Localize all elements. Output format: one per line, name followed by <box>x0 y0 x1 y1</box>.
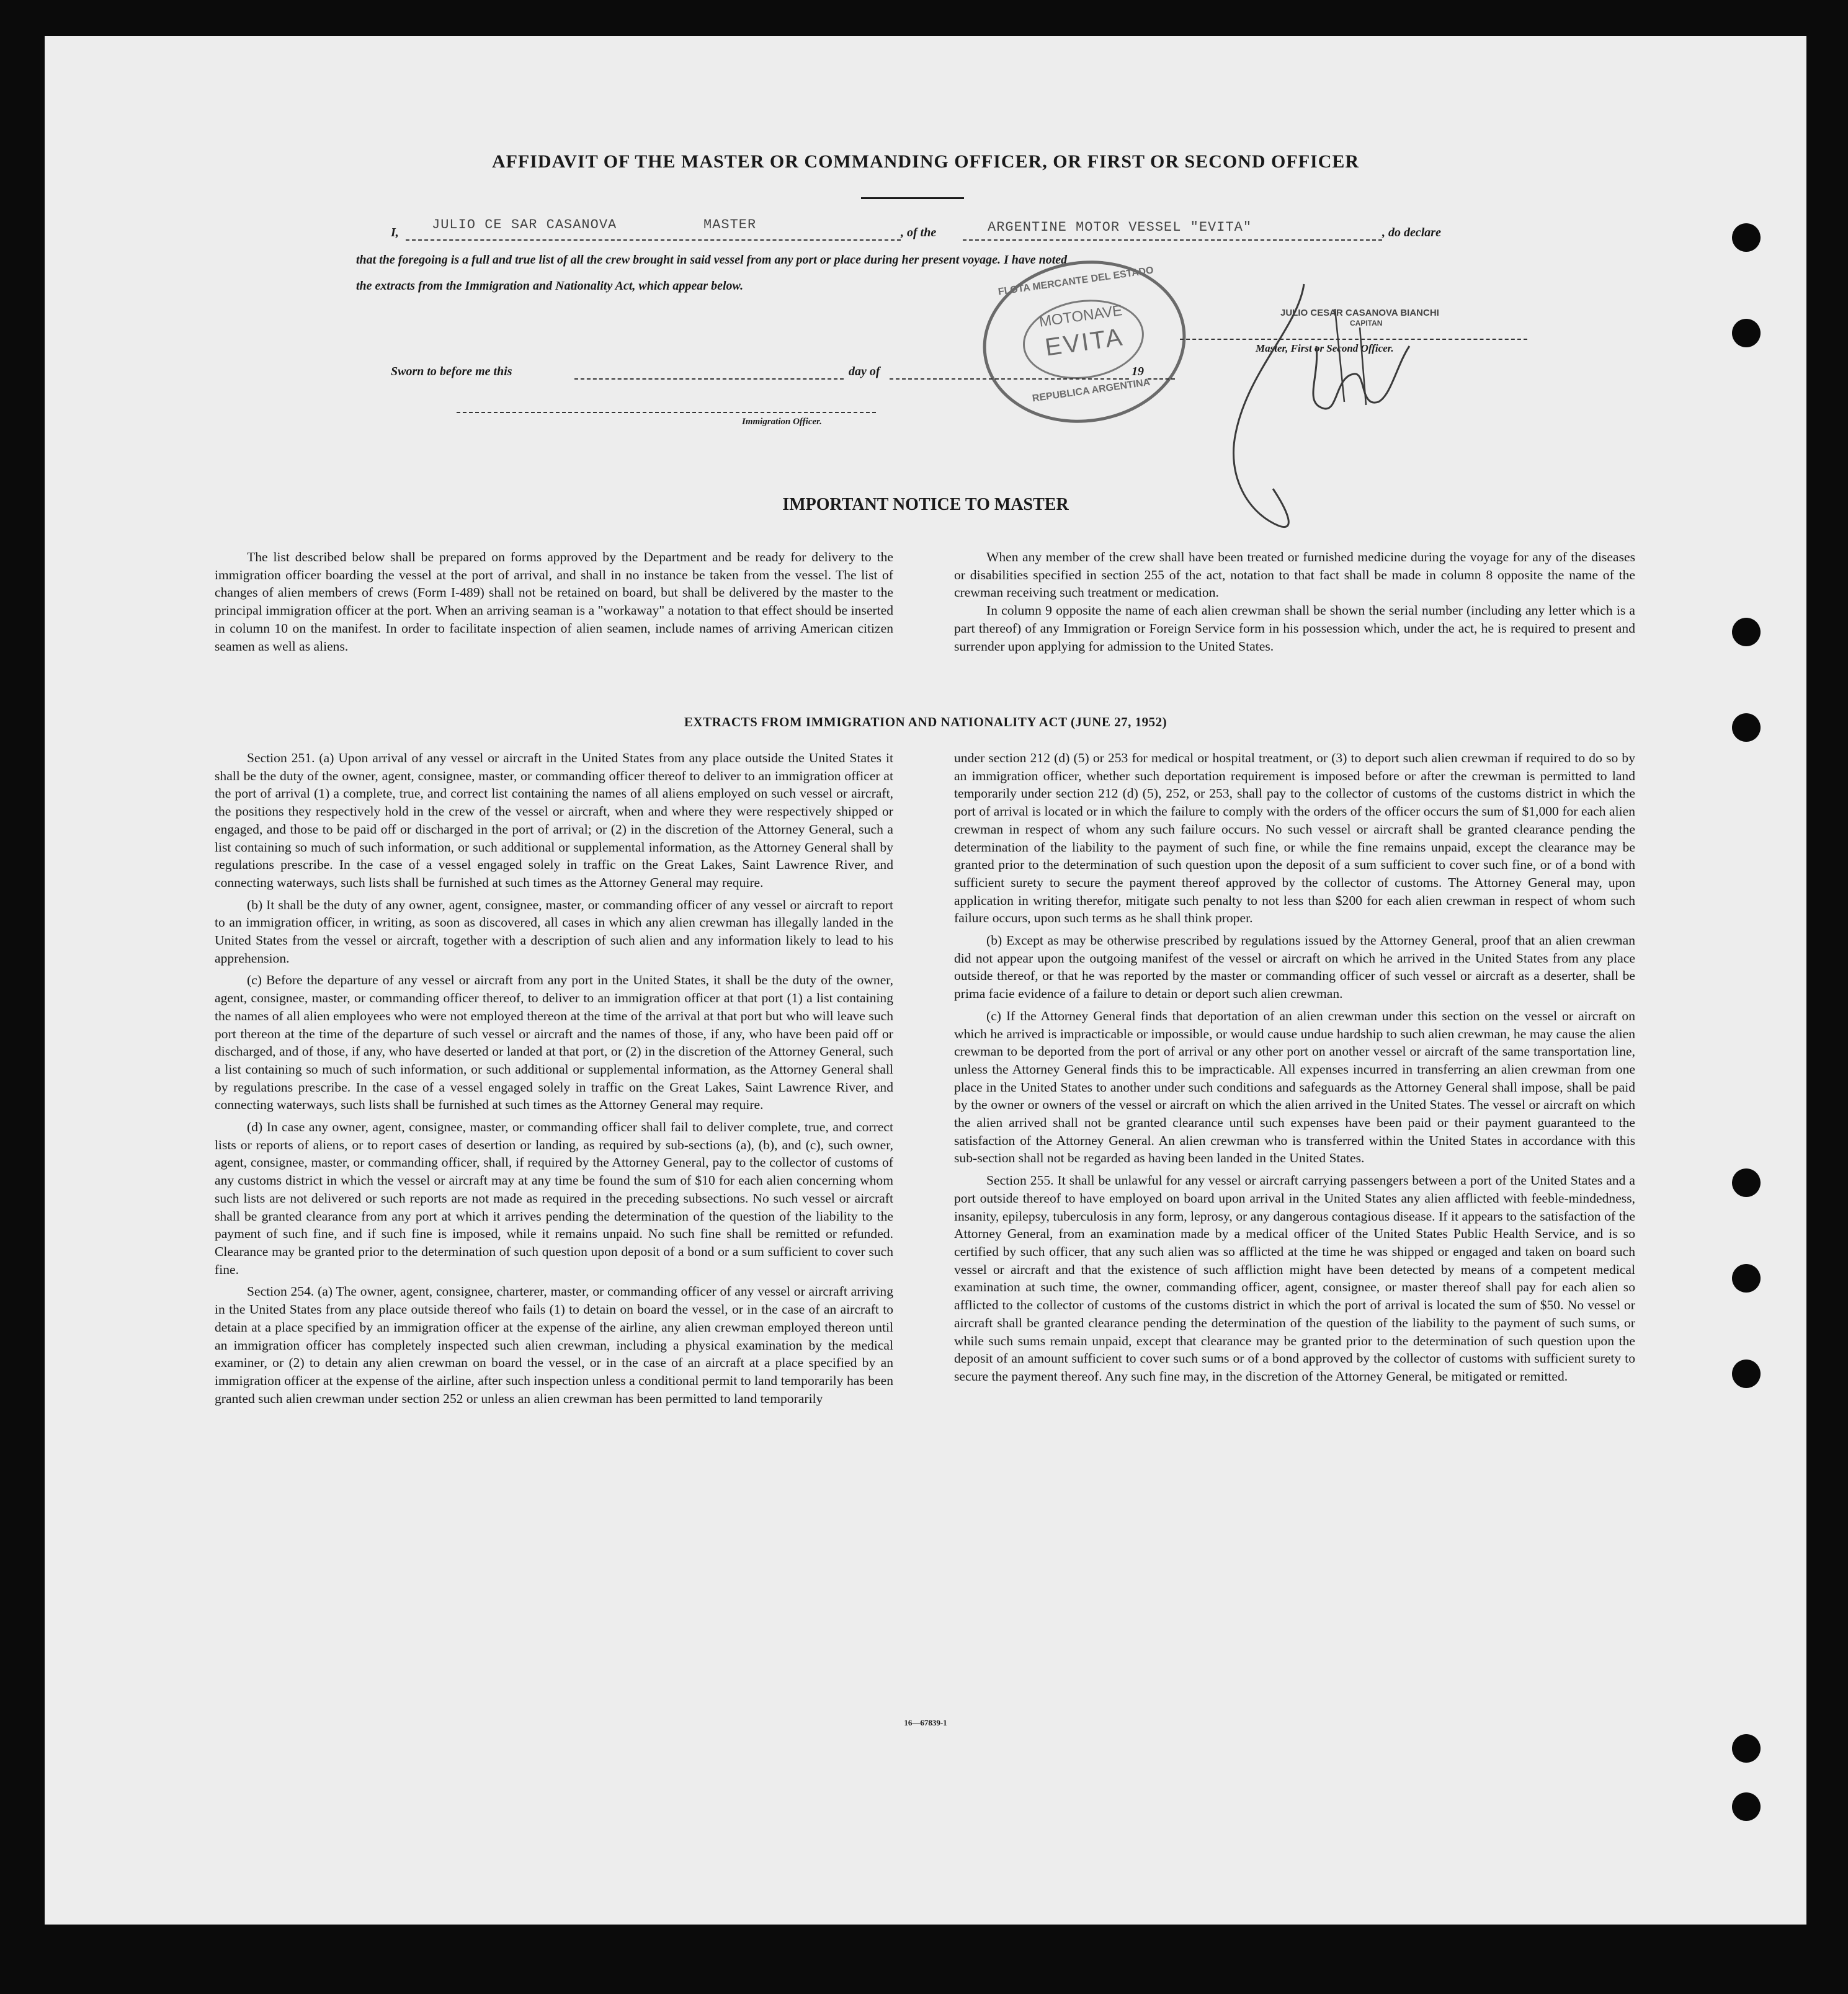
punch-hole <box>1732 319 1761 347</box>
master-caption: Master, First or Second Officer. <box>1256 342 1394 354</box>
notice-left-column <box>215 548 893 659</box>
stamp-bottom-text: REPUBLICA ARGENTINA <box>1031 376 1151 404</box>
document-page <box>45 36 1806 1925</box>
extracts-title: EXTRACTS FROM IMMIGRATION AND NATIONALITY ACT (JUNE 27, 1952) <box>684 714 1167 729</box>
vessel-value: ARGENTINE MOTOR VESSEL "EVITA" <box>988 220 1252 235</box>
sworn-month-line <box>890 378 1129 380</box>
extract-paragraph: (b) Except as may be otherwise prescribed by regulations issued by the Attorney General, proof that an alien crewman did not appear upon the outgoing manifest of the vessel or aircraft on which he arrived in the United States from any place outside thereof, or that he was reported by the master or commanding officer of such vessel or aircraft as a deserter, shall be prima facie evidence of a failure to detain or deport such alien crewman. <box>954 933 1635 1002</box>
day-of-label: day of <box>849 365 880 378</box>
extract-paragraph: (c) If the Attorney General finds that deportation of an alien crewman under this section on the vessel or aircraft on which he arrived is impracticable or impossible, or would cause undue hardship to such alien crewman, he may cause the alien crewman to be deported from the port of arrival or any other port on another vessel or aircraft of the same transportation line, unless the Attorney General finds this to be impracticable. All expenses incurred in transferring an alien crewman from one place in the United States to another under such conditions and safeguards as the Attorney General shall impose, shall be paid by the owner or owners of the vessel or aircraft on which the alien arrived in the United States. The vessel or aircraft on which the alien arrived shall not be granted clearance until such expenses have been paid or their payment guaranteed to the satisfaction of the Attorney General. An alien crewman who is transferred within the United States in accordance with this sub-section shall not be regarded as having been landed in the United States. <box>954 1008 1635 1166</box>
notice-left-paragraph: The list described below shall be prepared on forms approved by the Department and be ready for delivery to the immigration officer boarding the vessel at the port of arrival, and shall in no instance be taken from the vessel. The list of changes of alien members of crews (Form I-489) shall not be retained on board, but shall be delivered by the master to the principal immigration officer at the port. When an arriving seaman is a "workaway" a notation to that effect should be inserted in column 10 on the manifest. In order to facilitate inspection of alien seamen, include names of arriving American citizen seamen as well as aliens. <box>215 550 893 654</box>
extract-paragraph: under section 212 (d) (5) or 253 for medical or hospital treatment, or (3) to deport such alien crewman if required to do so by an immigration officer, whether such deportation requirement is imposed before or after the crewman is permitted to land temporarily under section 212 (d) (5), 252, or 253, shall pay to the collector of customs of the customs district in which the port of arrival is located or in which the failure to comply with the orders of the officer occurs the sum of $1,000 for each alien crewman in respect of whom any such failure occurs. No such vessel or aircraft shall be granted clearance pending the determination of the liability to the payment of such fine, or while the fine remains unpaid, except the clearance may be granted prior to the determination of such question upon the deposit of a sum sufficient to cover such fine, or of a bond with sufficient surety to secure the payment thereof approved by the collector of customs. The Attorney General may, upon application in writing therefor, mitigate such penalty to not less than $200 for each alien crewman in respect of whom such failure occurs, upon such terms as he shall think proper. <box>954 750 1635 926</box>
punch-hole <box>1732 1264 1761 1293</box>
master-name-value: JULIO CE SAR CASANOVA <box>432 217 617 233</box>
officer-signature-line <box>457 412 876 413</box>
signature-stamp-name: JULIO CESAR CASANOVA BIANCHI <box>1280 308 1439 318</box>
extract-paragraph: Section 251. (a) Upon arrival of any vessel or aircraft in the United States from any place outside the United States it shall be the duty of the owner, agent, consignee, master, or commanding officer thereof to deliver to an immigration officer at the port of arrival (1) a complete, true, and correct list containing the names of all aliens employed on such vessel or aircraft, the positions they respectively hold in the crew of the vessel or aircraft, when and where they were respectively shipped or engaged, and those to be paid off or discharged in the port of arrival; or (2) in the discretion of the Attorney General, such a list containing so much of such information, or such additional or supplemental information, as the Attorney General shall by regulations prescribe. In the case of a vessel engaged solely in traffic on the Great Lakes, Saint Lawrence River, and connecting waterways, such lists shall be furnished at such times as the Attorney General may require. <box>215 750 893 890</box>
notice-title: IMPORTANT NOTICE TO MASTER <box>782 495 1069 514</box>
punch-hole <box>1732 1792 1761 1821</box>
extract-paragraph: (b) It shall be the duty of any owner, agent, consignee, master, or commanding officer of any vessel or aircraft to report to an immigration officer, in writing, as soon as discovered, all cases in which any alien crewman has illegally landed in the United States from the vessel or aircraft, together with a description of such alien and any information likely to lead to his apprehension. <box>215 897 893 966</box>
extract-paragraph: Section 254. (a) The owner, agent, consignee, charterer, master, or commanding officer of any vessel or aircraft arriving in the United States from any place outside thereof who fails (1) to detain on board the vessel, or in the case of an aircraft to detain at a place specified by an immigration officer at the expense of the airline, any alien crewman employed thereon until an immigration officer has completely inspected such alien crewman, including a physical examination by the medical examiner, or (2) to detain any alien crewman on board the vessel, or in the case of an aircraft at a place specified by an immigration officer at the expense of the airline, after such inspection unless a conditional permit to land temporarily has been granted such alien crewman under section 252 or unless an alien crewman has been permitted to land temporarily <box>215 1284 893 1406</box>
year-prefix: 19 <box>1132 365 1144 378</box>
notice-right-paragraph-1: When any member of the crew shall have been treated or furnished medicine during the voyage for any of the diseases or disabilities specified in section 255 of the act, notation to that fact shall be made in column 8 opposite the name of the crewman receiving such treatment or medication. <box>954 550 1635 600</box>
master-rank-value: MASTER <box>703 217 757 233</box>
do-declare-label: , do declare <box>1382 226 1441 239</box>
stamp-line-1: MOTONAVE <box>1038 302 1124 331</box>
sworn-day-line <box>574 378 844 380</box>
stamp-top-text: FLOTA MERCANTE DEL ESTADO <box>997 265 1154 298</box>
affidavit-line-2: that the foregoing is a full and true list of all the crew brought in said vessel from any port or place during her present voyage. I have noted <box>356 253 1068 267</box>
punch-hole <box>1732 1360 1761 1388</box>
punch-hole <box>1732 1168 1761 1197</box>
extracts-left-column <box>215 749 893 1412</box>
name-line <box>406 239 901 241</box>
punch-hole <box>1732 1734 1761 1763</box>
affidavit-prefix: I, <box>391 226 399 239</box>
stamp-line-2: EVITA <box>1043 323 1126 362</box>
title-rule <box>861 197 964 199</box>
extract-paragraph: Section 255. It shall be unlawful for any vessel or aircraft carrying passengers between a port of the United States and a port outside thereof to have employed on board upon arrival in the United States any alien afflicted with feeble-mindedness, insanity, epilepsy, tuberculosis in any form, leprosy, or any dangerous contagious disease. If it appears to the satisfaction of the Attorney General, from an examination made by a medical officer of the United States Public Health Service, and is so certified by such officer, that any such alien was so afflicted at the time he was shipped or engaged and taken on board such vessel or aircraft and that the existence of such affliction might have been detected by means of a competent medical examination at such time, the owner, commanding officer, agent, consignee, or master thereof shall pay for each alien so afflicted to the collector of customs of the customs district in which the port of arrival is located the sum of $50. No vessel or aircraft shall be granted clearance pending the determination of the question of the liability to the payment of such sums, or while such sums remain unpaid, except that clearance may be granted prior to the determination of such question upon the deposit of an amount sufficient to cover such sums or of a bond approved by the collector of customs with sufficient surety to secure the payment thereof. Any such fine may, in the discretion of the Attorney General, be mitigated or remitted. <box>954 1173 1635 1384</box>
form-code: 16—67839-1 <box>904 1718 947 1727</box>
extract-paragraph: (d) In case any owner, agent, consignee, master, or commanding officer shall fail to deliver complete, true, and correct lists or reports of aliens, or to report cases of desertion or landing, as required by sub-sections (a), (b), and (c), such owner, agent, consignee, master, or commanding officer, shall, if required by the Attorney General, pay to the collector of customs of any customs district in which the vessel or aircraft may at any time be found the sum of $10 for each alien concerning whom such lists are not delivered or such reports are not made as required in the preceding subsections. No such vessel or aircraft shall be granted clearance from any port at which it arrives pending the determination of the question of the liability to the payment of such fine, and if such fine is imposed, while it remains unpaid. No such fine shall be remitted or refunded. Clearance may be granted prior to the determination of such question upon deposit of a bond or a sum sufficient to cover such fine. <box>215 1119 893 1277</box>
punch-hole <box>1732 618 1761 646</box>
officer-caption: Immigration Officer. <box>742 417 822 427</box>
notice-right-column <box>954 548 1635 659</box>
vessel-line <box>963 239 1382 241</box>
affidavit-line-3: the extracts from the Immigration and Nationality Act, which appear below. <box>356 279 744 293</box>
signature-stamp-title: CAPITAN <box>1350 319 1383 327</box>
of-the-label: , of the <box>901 226 937 239</box>
extract-paragraph: (c) Before the departure of any vessel or aircraft from any port in the United States, it shall be the duty of the owner, agent, consignee, master, or commanding officer thereof, to deliver to an immigration officer at that port (1) a list containing the names of all alien employees who were not employed thereon at the time of the arrival at that port but who will leave such port thereon at the time of the departure of such vessel or aircraft and the names of those, if any, who have been paid off or discharged, and of those, if any, who have deserted or landed at that port, or (2) in the discretion of the Attorney General, such a list containing so much of such information, or such additional or supplemental information, as the Attorney General shall by regulations prescribe. In the case of a vessel engaged solely in traffic on the Great Lakes, Saint Lawrence River, and connecting waterways, such lists shall be furnished at such times as the Attorney General may require. <box>215 973 893 1113</box>
affidavit-title: AFFIDAVIT OF THE MASTER OR COMMANDING OFFICER, OR FIRST OR SECOND OFFICER <box>491 151 1360 172</box>
sworn-label: Sworn to before me this <box>391 365 512 378</box>
extracts-right-column <box>954 749 1635 1390</box>
vessel-stamp <box>973 247 1197 435</box>
year-line <box>1148 378 1175 380</box>
punch-hole <box>1732 223 1761 252</box>
notice-right-paragraph-2: In column 9 opposite the name of each alien crewman shall be shown the serial number (including any letter which is a part thereof) of any Immigration or Foreign Service form in his possession which, under the act, he is required to present and surrender upon applying for admission to the United States. <box>954 603 1635 654</box>
